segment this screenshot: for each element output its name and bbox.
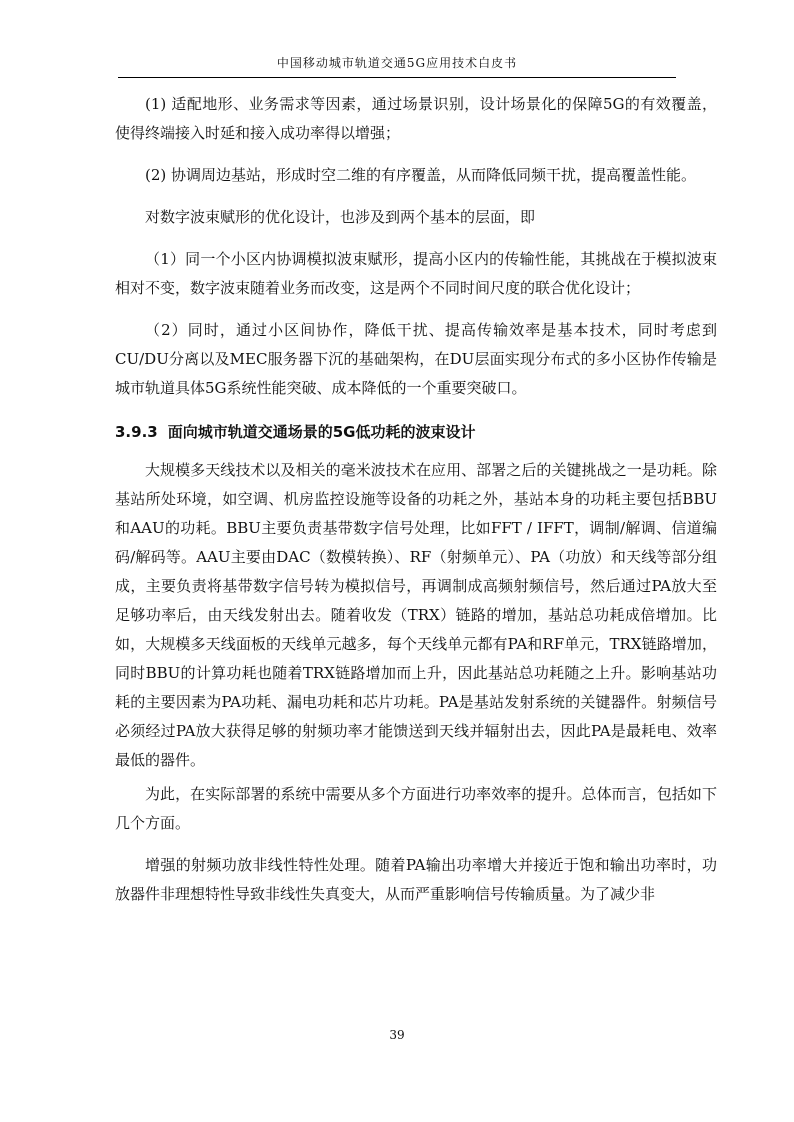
section-number: 3.9.3 — [115, 423, 158, 441]
page-body — [115, 90, 717, 922]
paragraph: 为此，在实际部署的系统中需要从多个方面进行功率效率的提升。总体而言，包括如下几个方面。 — [115, 785, 717, 832]
paragraph: 对数字波束赋形的优化设计，也涉及到两个基本的层面，即 — [145, 208, 536, 226]
paragraph: （2）同时，通过小区间协作，降低干扰、提高传输效率是基本技术，同时考虑到CU/DU分离以及MEC服务器下沉的基础架构，在DU层面实现分布式的多小区协作传输是城市轨道具体5G系统性能突破、成本降低的一个重要突破口。 — [115, 321, 717, 397]
page-number: 39 — [389, 1028, 405, 1042]
paragraph: 增强的射频功放非线性特性处理。随着PA输出功率增大并接近于饱和输出功率时，功放器件非理想特性导致非线性失真变大，从而严重影响信号传输质量。为了减少非 — [115, 856, 717, 903]
running-header: 中国移动城市轨道交通5G应用技术白皮书 — [118, 54, 676, 78]
paragraph: (2) 协调周边基站，形成时空二维的有序覆盖，从而降低同频干扰，提高覆盖性能。 — [145, 166, 697, 184]
paragraph: （1）同一个小区内协调模拟波束赋形，提高小区内的传输性能，其挑战在于模拟波束相对不变，数字波束随着业务而改变，这是两个不同时间尺度的联合优化设计； — [115, 250, 717, 297]
section-title: 面向城市轨道交通场景的5G低功耗的波束设计 — [167, 423, 476, 441]
section-heading — [115, 421, 717, 442]
paragraph: (1) 适配地形、业务需求等因素，通过场景识别，设计场景化的保障5G的有效覆盖，使得终端接入时延和接入成功率得以增强； — [115, 95, 717, 142]
paragraph: 大规模多天线技术以及相关的毫米波技术在应用、部署之后的关键挑战之一是功耗。除基站所处环境，如空调、机房监控设施等设备的功耗之外，基站本身的功耗主要包括BBU和AAU的功耗。BBU主要负责基带数字信号处理，比如FFT / IFFT，调制/解调、信道编码/解码等。AAU主要由DAC（数模转换）、RF（射频单元）、PA（功放）和天线等部分组成，主要负责将基带数字信号转为模拟信号，再调制成高频射频信号，然后通过PA放大至足够功率后，由天线发射出去。随着收发（TRX）链路的增加，基站总功耗成倍增加。比如，大规模多天线面板的天线单元越多，每个天线单元都有PA和RF单元，TRX链路增加，同时BBU的计算功耗也随着TRX链路增加而上升，因此基站总功耗随之上升。影响基站功耗的主要因素为PA功耗、漏电功耗和芯片功耗。PA是基站发射系统的关键器件。射频信号必须经过PA放大获得足够的射频功率才能馈送到天线并辐射出去，因此PA是最耗电、效率最低的器件。 — [115, 461, 717, 769]
